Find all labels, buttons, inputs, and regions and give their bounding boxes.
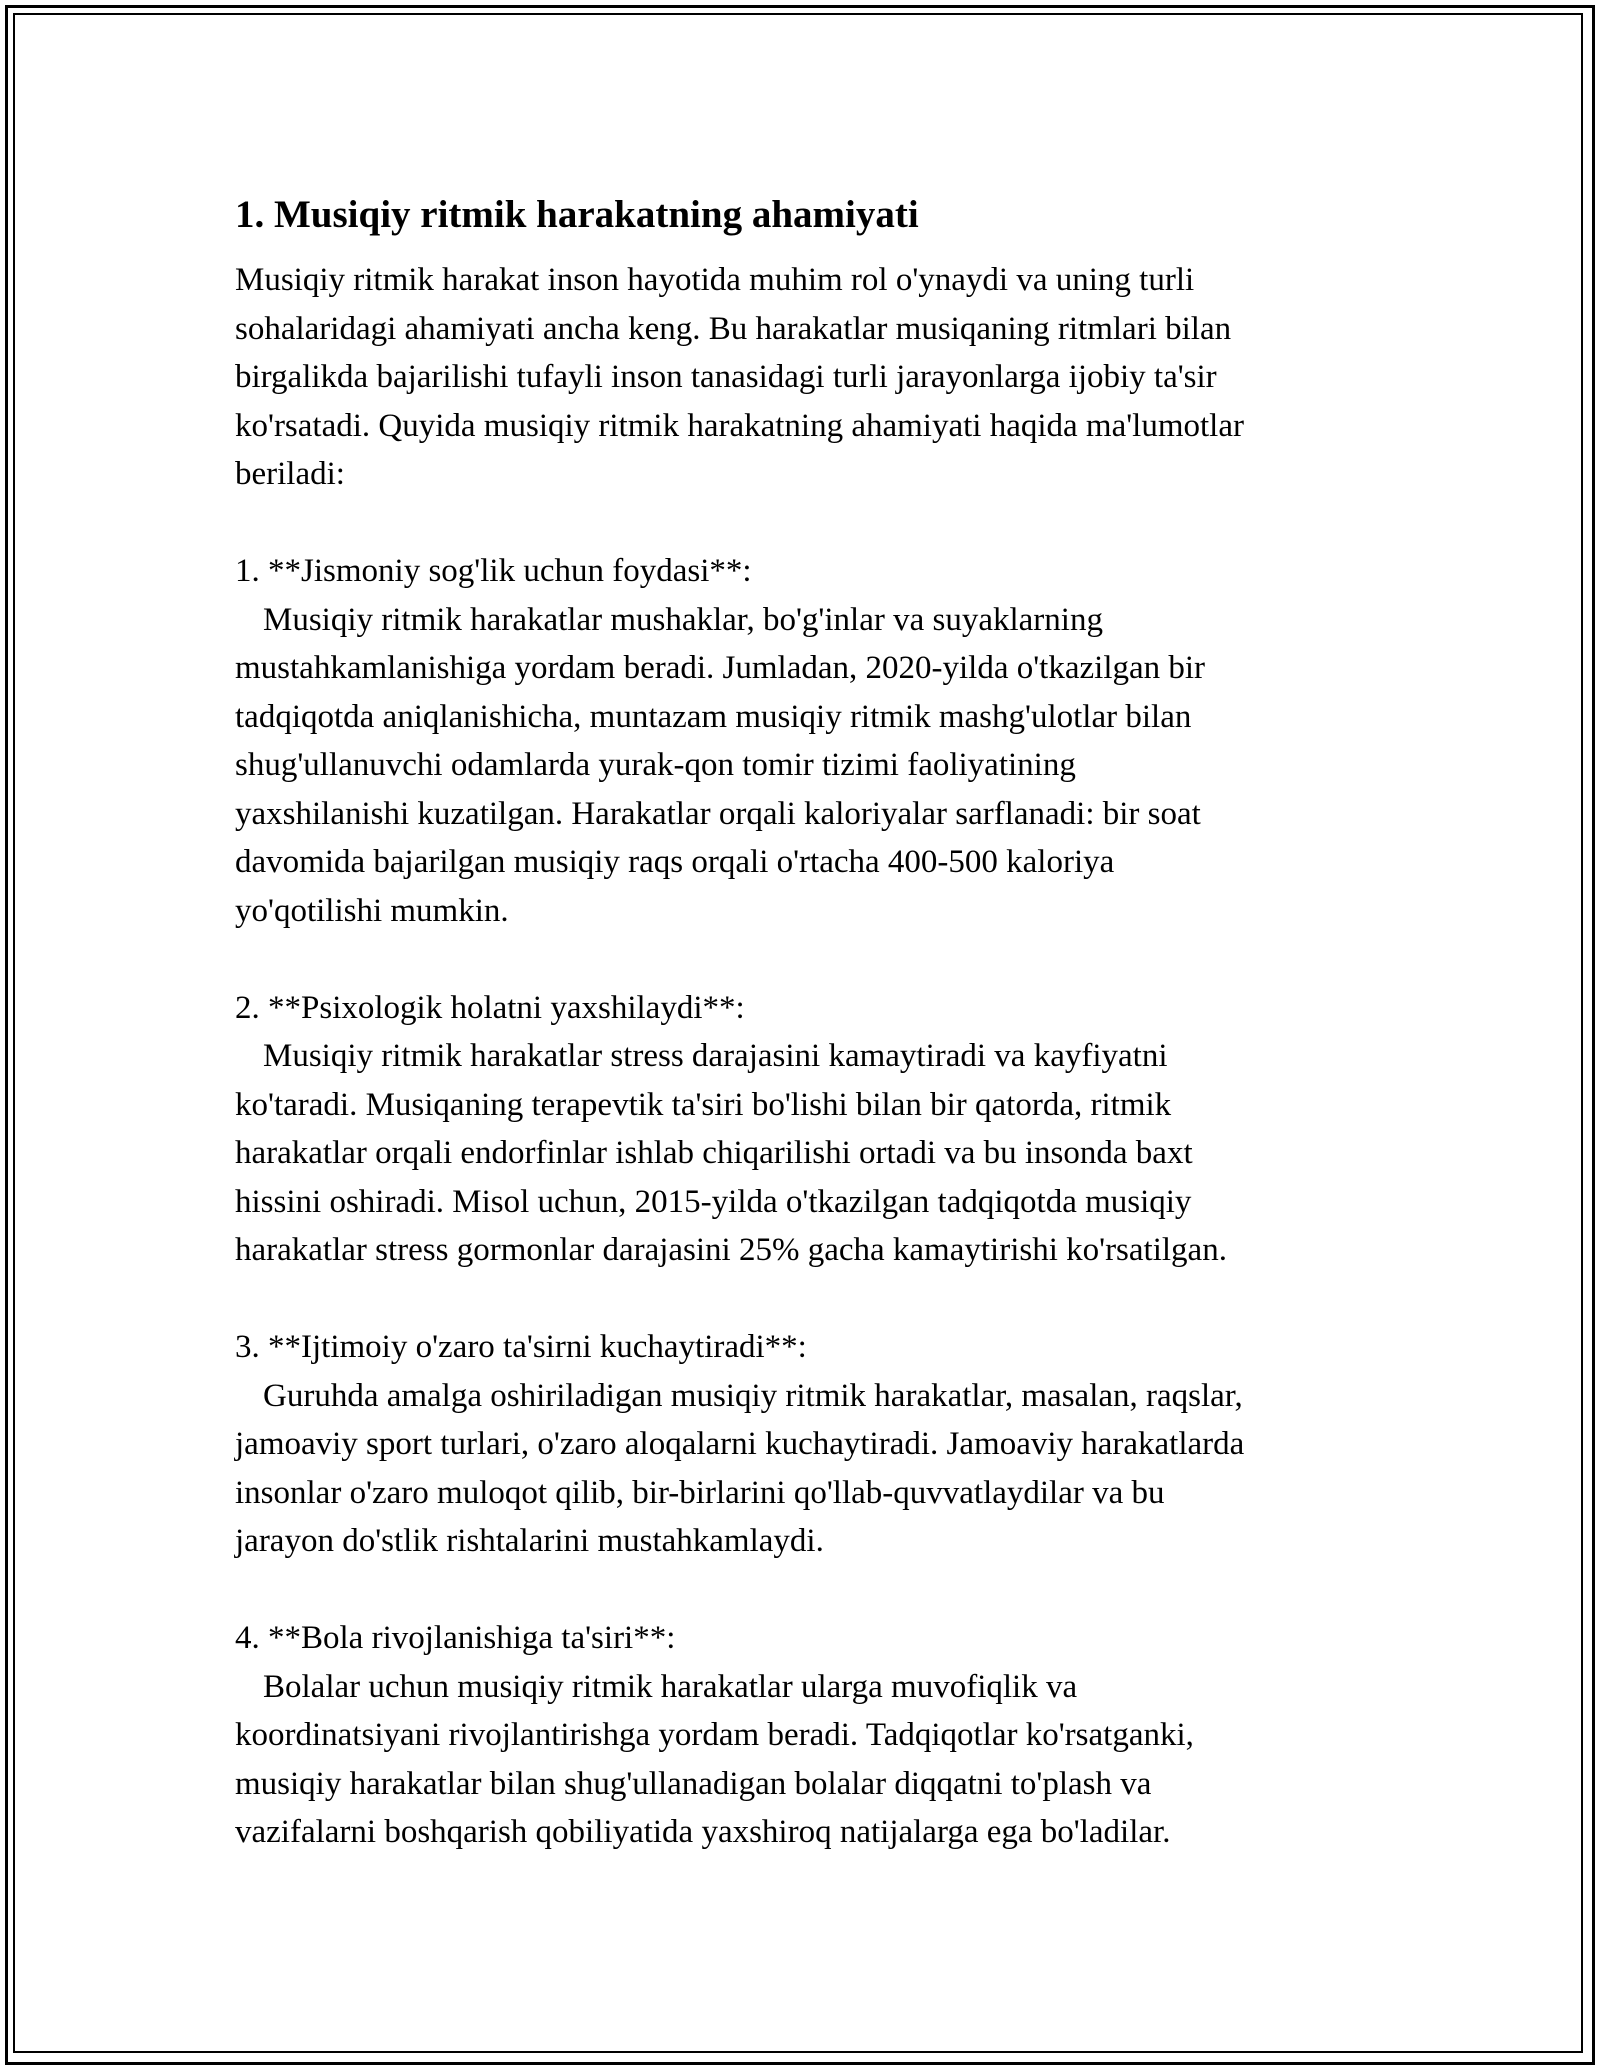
section-line: Bolalar uchun musiqiy ritmik harakatlar ularga muvofiqlik va — [263, 1668, 1078, 1705]
intro-line: sohalaridagi ahamiyati ancha keng. Bu harakatlar musiqaning ritmlari bilan — [235, 310, 1232, 347]
intro-paragraph — [235, 256, 1365, 499]
section-heading: 1. **Jismoniy sog'lik uchun foydasi**: — [235, 553, 752, 589]
section-heading: 2. **Psixologik holatni yaxshilaydi**: — [235, 989, 745, 1026]
section-line: vazifalarni boshqarish qobiliyatida yaxshiroq natijalarga ega bo'ladilar. — [235, 1814, 1171, 1850]
document-body — [235, 187, 1365, 1857]
intro-line: ko'rsatadi. Quyida musiqiy ritmik harakatning ahamiyati haqida ma'lumotlar — [235, 407, 1244, 444]
section-line: tadqiqotda aniqlanishicha, muntazam musiqiy ritmik mashg'ulotlar bilan — [235, 698, 1192, 735]
section-heading: 3. **Ijtimoiy o'zaro ta'sirni kuchaytiradi**: — [235, 1329, 807, 1365]
section-psychological-state — [235, 984, 1365, 1275]
document-title: 1. Musiqiy ritmik harakatning ahamiyati — [235, 193, 919, 236]
section-line: Musiqiy ritmik harakatlar mushaklar, bo'g'inlar va suyaklarning — [263, 601, 1103, 638]
section-line: shug'ullanuvchi odamlarda yurak-qon tomir tizimi faoliyatining — [235, 747, 1076, 783]
section-line: hissini oshiradi. Misol uchun, 2015-yilda o'tkazilgan tadqiqotda musiqiy — [235, 1183, 1192, 1220]
section-physical-health — [235, 547, 1365, 935]
section-line: ko'taradi. Musiqaning terapevtik ta'siri bo'lishi bilan bir qatorda, ritmik — [235, 1086, 1172, 1123]
section-line: harakatlar stress gormonlar darajasini 25% gacha kamaytirishi ko'rsatilgan. — [235, 1232, 1227, 1268]
section-line: yaxshilanishi kuzatilgan. Harakatlar orqali kaloriyalar sarflanadi: bir soat — [235, 795, 1201, 832]
intro-line: Musiqiy ritmik harakat inson hayotida muhim rol o'ynaydi va uning turli — [235, 262, 1195, 298]
section-social-interaction — [235, 1323, 1365, 1566]
intro-line: birgalikda bajarilishi tufayli inson tanasidagi turli jarayonlarga ijobiy ta'sir — [235, 359, 1217, 395]
section-line: jarayon do'stlik rishtalarini mustahkamlaydi. — [235, 1523, 824, 1559]
intro-line: beriladi: — [235, 456, 345, 492]
section-line: jamoaviy sport turlari, o'zaro aloqalarni kuchaytiradi. Jamoaviy harakatlarda — [235, 1426, 1245, 1462]
section-line: insonlar o'zaro muloqot qilib, bir-birlarini qo'llab-quvvatlaydilar va bu — [235, 1474, 1165, 1511]
section-child-development — [235, 1614, 1365, 1857]
section-line: mustahkamlanishiga yordam beradi. Jumladan, 2020-yilda o'tkazilgan bir — [235, 650, 1206, 686]
section-line: Musiqiy ritmik harakatlar stress darajasini kamaytiradi va kayfiyatni — [263, 1038, 1168, 1074]
section-line: Guruhda amalga oshiriladigan musiqiy ritmik harakatlar, masalan, raqslar, — [263, 1377, 1243, 1414]
section-heading: 4. **Bola rivojlanishiga ta'siri**: — [235, 1620, 676, 1656]
section-line: musiqiy harakatlar bilan shug'ullanadigan bolalar diqqatni to'plash va — [235, 1765, 1152, 1802]
section-line: davomida bajarilgan musiqiy raqs orqali o'rtacha 400-500 kaloriya — [235, 844, 1115, 880]
section-line: harakatlar orqali endorfinlar ishlab chiqarilishi ortadi va bu insonda baxt — [235, 1135, 1193, 1171]
section-line: koordinatsiyani rivojlantirishga yordam beradi. Tadqiqotlar ko'rsatganki, — [235, 1717, 1194, 1753]
section-line: yo'qotilishi mumkin. — [235, 892, 509, 929]
